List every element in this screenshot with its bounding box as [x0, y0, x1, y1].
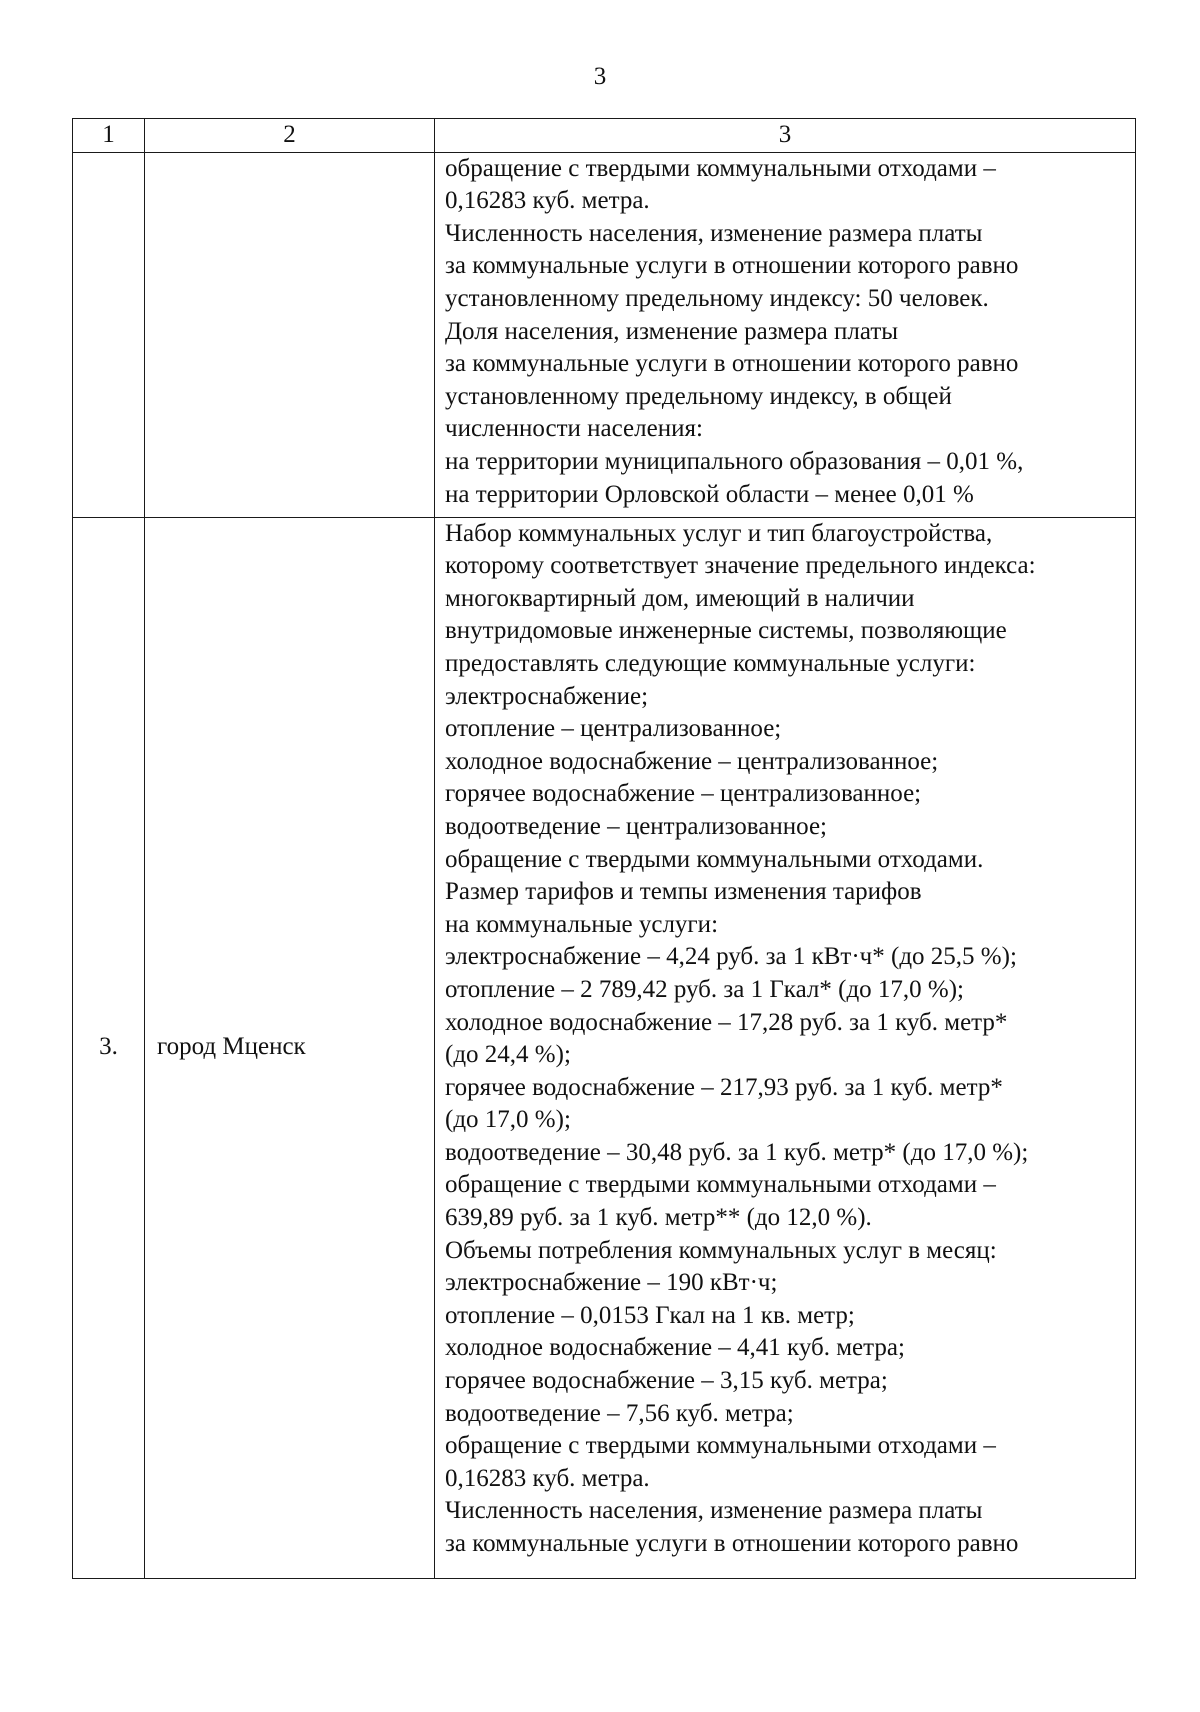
- text-line: за коммунальные услуги в отношении которого равно: [445, 1530, 1019, 1557]
- description-cell: [435, 152, 1136, 517]
- text-line: водоотведение – 7,56 куб. метра;: [445, 1399, 794, 1427]
- text-line: горячее водоснабжение – 3,15 куб. метра;: [445, 1367, 888, 1395]
- text-line: холодное водоснабжение – централизованное;: [445, 747, 939, 775]
- text-line: (до 17,0 %);: [445, 1106, 571, 1134]
- text-line: водоотведение – 30,48 руб. за 1 куб. метр* (до 17,0 %);: [445, 1138, 1029, 1166]
- text-line: (до 24,4 %);: [445, 1041, 571, 1069]
- text-line: горячее водоснабжение – централизованное;: [445, 780, 922, 808]
- text-line: отопление – централизованное;: [445, 715, 782, 743]
- text-line: холодное водоснабжение – 4,41 куб. метра;: [445, 1334, 905, 1362]
- text-line: водоотведение – централизованное;: [445, 812, 827, 840]
- column-header-1: 1: [73, 119, 145, 153]
- document-table: [72, 118, 1136, 1579]
- row-number-cell: 3.: [73, 517, 145, 1578]
- text-line: численности населения:: [445, 415, 703, 443]
- text-line: обращение с твердыми коммунальными отходами.: [445, 845, 984, 873]
- column-header-2: 2: [145, 119, 435, 153]
- text-line: установленному предельному индексу, в общей: [445, 382, 952, 410]
- text-line: установленному предельному индексу: 50 человек.: [445, 284, 989, 312]
- description-cell: [435, 517, 1136, 1578]
- text-line: горячее водоснабжение – 217,93 руб. за 1 куб. метр*: [445, 1073, 1003, 1101]
- text-line: предоставлять следующие коммунальные услуги:: [445, 649, 976, 677]
- text-line: обращение с твердыми коммунальными отходами –: [445, 154, 996, 182]
- table-row: [73, 517, 1136, 1578]
- text-line: 639,89 руб. за 1 куб. метр** (до 12,0 %).: [445, 1204, 872, 1232]
- text-line: на территории Орловской области – менее 0,01 %: [445, 480, 974, 508]
- text-line: холодное водоснабжение – 17,28 руб. за 1 куб. метр*: [445, 1008, 1008, 1036]
- text-line: электроснабжение;: [445, 682, 649, 710]
- table-row: [73, 152, 1136, 517]
- page-number: 3: [593, 63, 607, 90]
- text-line: Доля населения, изменение размера платы: [445, 317, 899, 345]
- text-line: многоквартирный дом, имеющий в наличии: [445, 584, 915, 612]
- row-number-cell: [73, 152, 145, 517]
- text-line: за коммунальные услуги в отношении которого равно: [445, 252, 1019, 280]
- text-line: внутридомовые инженерные системы, позволяющие: [445, 617, 1007, 645]
- text-line: обращение с твердыми коммунальными отходами –: [445, 1171, 996, 1199]
- text-line: Объемы потребления коммунальных услуг в месяц:: [445, 1236, 997, 1264]
- text-line: которому соответствует значение предельного индекса:: [445, 552, 1036, 580]
- municipality-cell: город Мценск: [145, 517, 435, 1578]
- text-line: Набор коммунальных услуг и тип благоустройства,: [445, 519, 993, 547]
- text-line: обращение с твердыми коммунальными отходами –: [445, 1432, 996, 1460]
- text-line: на территории муниципального образования – 0,01 %,: [445, 447, 1024, 475]
- column-header-3: 3: [435, 119, 1136, 153]
- text-line: электроснабжение – 4,24 руб. за 1 кВт·ч* (до 25,5 %);: [445, 943, 1017, 971]
- text-line: отопление – 2 789,42 руб. за 1 Гкал* (до 17,0 %);: [445, 975, 965, 1003]
- municipality-cell: [145, 152, 435, 517]
- text-line: на коммунальные услуги:: [445, 910, 719, 938]
- text-line: Численность населения, изменение размера платы: [445, 1497, 983, 1525]
- text-line: за коммунальные услуги в отношении которого равно: [445, 350, 1019, 378]
- text-line: 0,16283 куб. метра.: [445, 187, 650, 215]
- text-line: Размер тарифов и темпы изменения тарифов: [445, 878, 922, 906]
- text-line: электроснабжение – 190 кВт·ч;: [445, 1269, 778, 1297]
- text-line: Численность населения, изменение размера платы: [445, 219, 983, 247]
- table-header-row: [73, 119, 1136, 153]
- text-line: 0,16283 куб. метра.: [445, 1464, 650, 1492]
- text-line: отопление – 0,0153 Гкал на 1 кв. метр;: [445, 1301, 855, 1329]
